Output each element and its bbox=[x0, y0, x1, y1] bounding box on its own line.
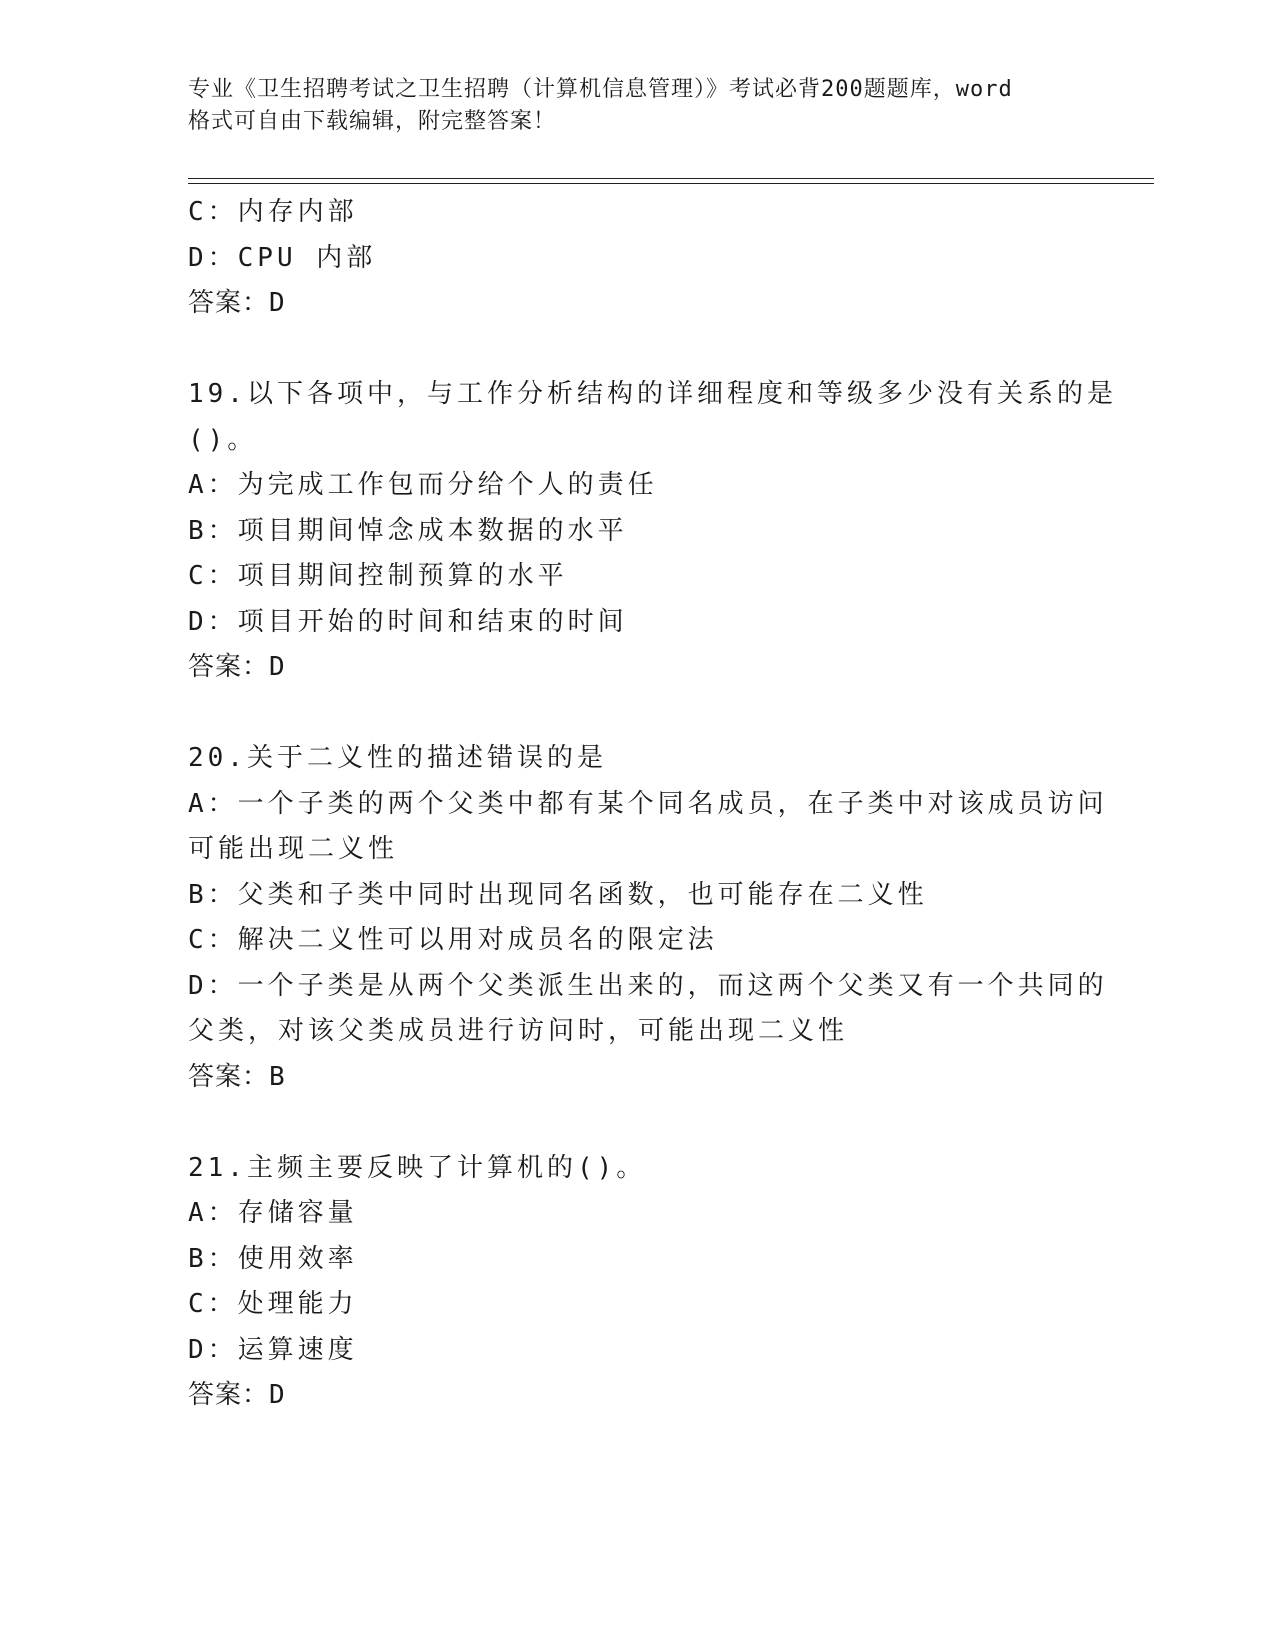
header-line-2: 格式可自由下载编辑，附完整答案！ bbox=[188, 109, 557, 134]
question-21 bbox=[188, 1146, 1088, 1419]
answer-line bbox=[188, 281, 1088, 327]
question-stem: 20.关于二义性的描述错误的是 bbox=[188, 743, 607, 773]
option-a-continued: 可能出现二义性 bbox=[188, 834, 399, 864]
question-19 bbox=[188, 372, 1117, 691]
spacer bbox=[188, 691, 1088, 737]
answer-value: B bbox=[269, 1061, 286, 1092]
option-c: C：处理能力 bbox=[188, 1289, 358, 1319]
option-d: D：一个子类是从两个父类派生出来的，而这两个父类又有一个共同的 bbox=[188, 970, 1108, 1001]
answer-line bbox=[188, 645, 1088, 691]
option-c: C：项目期间控制预算的水平 bbox=[188, 561, 568, 591]
option-c: C：内存内部 bbox=[188, 197, 358, 227]
option-b: B：父类和子类中同时出现同名函数，也可能存在二义性 bbox=[188, 879, 928, 910]
answer-value: D bbox=[269, 652, 286, 682]
option-a: A：一个子类的两个父类中都有某个同名成员，在子类中对该成员访问 bbox=[188, 788, 1108, 819]
option-a: A：存储容量 bbox=[188, 1198, 358, 1228]
answer-line bbox=[188, 1055, 1088, 1101]
answer-label: 答案： bbox=[188, 1061, 270, 1092]
question-20 bbox=[188, 736, 1108, 1100]
option-a: A：为完成工作包而分给个人的责任 bbox=[188, 470, 658, 500]
question-18-tail bbox=[188, 190, 1088, 327]
option-d-continued: 父类，对该父类成员进行访问时，可能出现二义性 bbox=[188, 1016, 849, 1046]
spacer bbox=[188, 327, 1088, 373]
answer-label: 答案： bbox=[188, 1380, 270, 1410]
answer-value: D bbox=[269, 1380, 286, 1410]
option-d: D：CPU 内部 bbox=[188, 242, 377, 273]
option-d: D：项目开始的时间和结束的时间 bbox=[188, 606, 628, 637]
answer-line bbox=[188, 1373, 1088, 1419]
header-divider-bottom bbox=[188, 183, 1154, 184]
document-header bbox=[188, 74, 1088, 138]
option-b: B：项目期间悼念成本数据的水平 bbox=[188, 515, 628, 546]
option-d: D：运算速度 bbox=[188, 1334, 358, 1365]
question-stem: 21.主频主要反映了计算机的()。 bbox=[188, 1152, 647, 1183]
option-c: C：解决二义性可以用对成员名的限定法 bbox=[188, 925, 718, 955]
header-divider-top bbox=[188, 178, 1154, 179]
answer-label: 答案： bbox=[188, 652, 270, 682]
question-stem-continued: ()。 bbox=[188, 424, 258, 455]
header-line-1: 专业《卫生招聘考试之卫生招聘（计算机信息管理）》考试必背200题题库，word bbox=[188, 77, 1013, 102]
answer-value: D bbox=[269, 288, 286, 318]
question-content bbox=[188, 190, 1117, 1419]
option-b: B：使用效率 bbox=[188, 1243, 358, 1274]
question-stem: 19.以下各项中，与工作分析结构的详细程度和等级多少没有关系的是 bbox=[188, 379, 1117, 409]
answer-label: 答案： bbox=[188, 288, 270, 318]
spacer bbox=[188, 1100, 1088, 1146]
